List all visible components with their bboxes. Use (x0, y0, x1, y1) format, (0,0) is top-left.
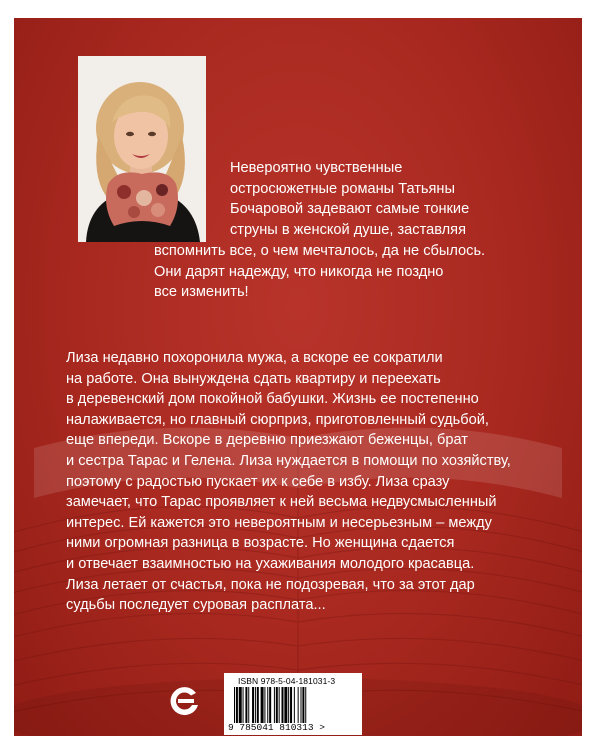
annotation-line: поэтому с радостью пускает их к себе в избу. Лиза сразу (66, 473, 450, 490)
barcode-bar (261, 687, 264, 723)
barcode-bar (257, 687, 259, 723)
barcode-bar (301, 687, 302, 723)
barcode-bar (267, 687, 268, 723)
annotation-line: Лиза недавно похоронила мужа, а вскоре ее сократили (66, 350, 443, 366)
isbn-number: ISBN 978-5-04-181031-3 (238, 676, 336, 686)
publisher-logo-icon (166, 683, 202, 719)
barcode-bar (302, 687, 304, 723)
barcode-bar (284, 687, 287, 723)
annotation-line: Лиза летает от счастья, пока не подозревая, что за этот дар (66, 576, 475, 593)
barcode-bar (269, 687, 271, 723)
barcode-bar (290, 687, 292, 723)
barcode-bar (252, 687, 254, 723)
barcode-bar (245, 687, 247, 723)
intro-line: струны в женской душе, заставляя (230, 222, 466, 239)
barcode-bar (248, 687, 249, 723)
barcode-bar (243, 687, 244, 723)
barcode-bar (282, 687, 284, 723)
barcode-bar (274, 687, 275, 723)
back-cover (14, 18, 582, 736)
book-annotation (66, 348, 566, 616)
annotation-line: и сестра Тарас и Гелена. Лиза нуждается в помощи по хозяйству, (66, 452, 511, 469)
barcode-bar (255, 687, 256, 723)
intro-line: остросюжетные романы Татьяны (230, 180, 455, 197)
annotation-line: ними огромная разница в возрасте. Но женщина сдается (66, 535, 455, 552)
annotation-line: судьбы последует суровая расплата... (66, 597, 326, 614)
author-intro (126, 158, 486, 303)
barcode-bar (276, 687, 278, 723)
annotation-line: еще впереди. Вскоре в деревню приезжают беженцы, брат (66, 432, 468, 449)
barcode-icon (234, 687, 350, 723)
intro-line: вспомнить все, о чем мечталось, да не сбылось. (154, 242, 486, 259)
intro-line: Они дарят надежду, что никогда не поздно (154, 263, 444, 280)
barcode-bar (234, 687, 235, 723)
barcode-bar (294, 687, 295, 723)
annotation-line: и отвечает взаимностью на ухаживания молодого красавца. (66, 555, 475, 572)
barcode-bar (298, 687, 299, 723)
intro-line: Бочаровой задевают самые тонкие (230, 201, 470, 218)
annotation-line: замечает, что Тарас проявляет к ней весьма недвусмысленный (66, 494, 497, 511)
barcode-bar (305, 687, 306, 723)
barcode-bar (264, 687, 265, 723)
barcode-bar (288, 687, 289, 723)
barcode-area (224, 673, 362, 735)
annotation-line: налаживается, но главный сюрприз, приготовленный судьбой, (66, 411, 489, 428)
barcode-bar (236, 687, 238, 723)
barcode-bar (239, 687, 242, 723)
barcode-bar (279, 687, 280, 723)
intro-line: Невероятно чувственные (230, 160, 403, 176)
barcode-digits: 9 785041 810313 > (228, 722, 325, 733)
annotation-line: на работе. Она вынуждена сдать квартиру и переехать (66, 370, 441, 387)
annotation-line: интерес. Ей кажется это невероятным и несерьезным – между (66, 514, 492, 531)
annotation-line: в деревенский дом покойной бабушки. Жизнь ее постепенно (66, 391, 479, 408)
intro-line: все изменить! (154, 284, 249, 301)
